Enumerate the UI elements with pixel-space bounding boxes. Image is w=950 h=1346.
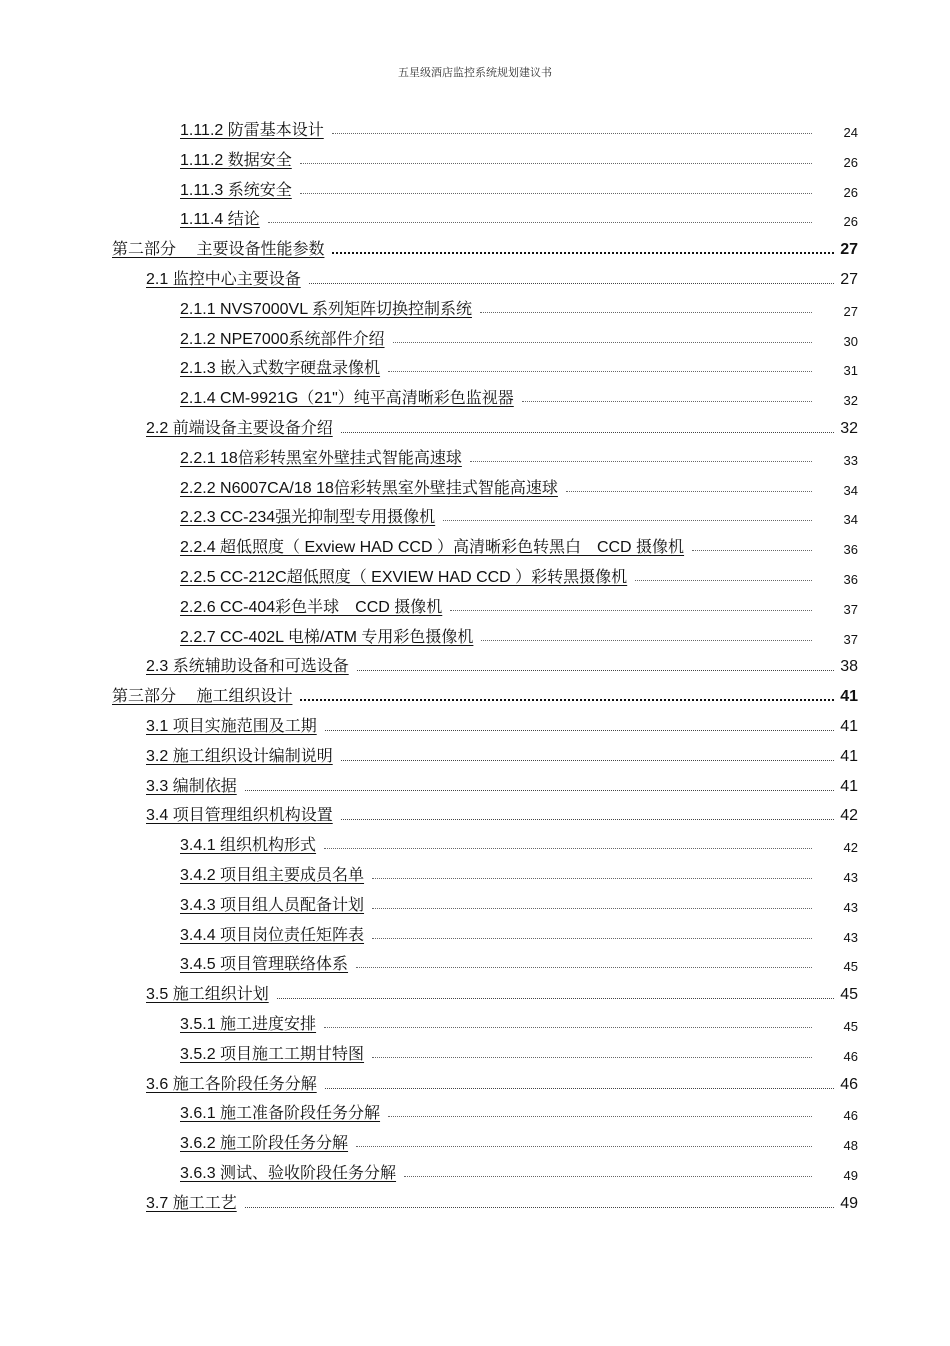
- dot-leader: [341, 819, 835, 820]
- toc-entry-label: 第三部分 施工组织设计: [112, 688, 293, 706]
- toc-entry-page-number: 42: [840, 807, 858, 825]
- toc-entry[interactable]: [180, 501, 858, 527]
- toc-entry[interactable]: [180, 203, 858, 229]
- toc-entry-label: 1.11.4 结论: [180, 211, 260, 229]
- toc-entry-page-number: 27: [840, 271, 858, 288]
- dot-leader: [635, 580, 812, 581]
- dot-leader: [372, 1057, 812, 1058]
- toc-entry-page-number: 26: [843, 154, 858, 170]
- toc-entry-label: 1.11.2 防雷基本设计: [180, 122, 324, 139]
- toc-entry-page-number: 27: [843, 303, 858, 319]
- toc-entry[interactable]: [180, 591, 858, 617]
- toc-entry[interactable]: [146, 1068, 858, 1094]
- toc-entry-page-number: 34: [843, 482, 858, 498]
- dot-leader: [692, 550, 812, 551]
- toc-entry-page-number: 41: [840, 688, 858, 706]
- dot-leader: [388, 371, 812, 372]
- toc-entry-page-number: 45: [840, 986, 858, 1004]
- toc-entry-page-number: 34: [843, 512, 858, 528]
- toc-entry[interactable]: [180, 382, 858, 408]
- toc-entry-page-number: 31: [843, 363, 858, 379]
- dot-leader: [341, 432, 835, 433]
- toc-entry[interactable]: [112, 233, 858, 259]
- toc-entry[interactable]: [180, 889, 858, 915]
- toc-entry-page-number: 43: [843, 870, 858, 885]
- toc-entry-label: 2.1.2 NPE7000系统部件介绍: [180, 330, 385, 348]
- dot-leader: [300, 699, 834, 701]
- dot-leader: [480, 312, 812, 313]
- toc-entry-page-number: 32: [840, 420, 858, 437]
- dot-leader: [332, 133, 812, 134]
- toc-entry-page-number: 36: [843, 572, 858, 587]
- page-header: 五星级酒店监控系统规划建议书: [398, 66, 552, 79]
- toc-entry-label: 1.11.2 数据安全: [180, 151, 292, 169]
- toc-entry-page-number: 43: [843, 929, 858, 945]
- toc-entry[interactable]: [112, 680, 858, 706]
- dot-leader: [325, 730, 835, 731]
- dot-leader: [393, 342, 812, 343]
- toc-entry-page-number: 45: [843, 959, 858, 975]
- toc-entry-label: 2.1.3 嵌入式数字硬盘录像机: [180, 360, 381, 378]
- toc-entry-page-number: 41: [840, 747, 858, 765]
- toc-entry-page-number: 46: [843, 1108, 858, 1124]
- toc-entry-label: 3.4.1 组织机构形式: [180, 837, 317, 855]
- toc-entry-label: 3.6.1 施工准备阶段任务分解: [180, 1105, 381, 1123]
- dot-leader: [324, 848, 812, 849]
- dot-leader: [372, 938, 812, 939]
- toc-entry-label: 2.2.5 CC-212C超低照度（ EXVIEW HAD CCD ）彩转黑摄像机: [180, 569, 628, 586]
- toc-entry-label: 3.6.3 测试、验收阶段任务分解: [180, 1165, 397, 1182]
- toc-entry-label: 3.3 编制依据: [146, 777, 237, 795]
- dot-leader: [443, 520, 812, 521]
- toc-entry[interactable]: [180, 621, 858, 647]
- toc-entry-label: 3.5 施工组织计划: [146, 986, 269, 1004]
- toc-entry-page-number: 43: [843, 899, 858, 915]
- toc-entry[interactable]: [146, 710, 858, 736]
- toc-entry-label: 2.1.1 NVS7000VL 系列矩阵切换控制系统: [180, 300, 472, 318]
- toc-entry-page-number: 42: [843, 840, 858, 856]
- toc-entry-label: 1.11.3 系统安全: [180, 181, 292, 199]
- toc-entry[interactable]: [180, 1038, 858, 1064]
- dot-leader: [372, 878, 812, 879]
- toc-entry[interactable]: [180, 323, 858, 349]
- toc-entry-label: 2.2.7 CC-402L 电梯/ATM 专用彩色摄像机: [180, 628, 474, 646]
- toc-entry[interactable]: [180, 1127, 858, 1153]
- toc-entry-label: 2.2.4 超低照度（ Exview HAD CCD ）高清晰彩色转黑白 CCD 摄像机: [180, 539, 685, 557]
- toc-entry[interactable]: [146, 650, 858, 676]
- dot-leader: [388, 1116, 812, 1117]
- dot-leader: [357, 670, 835, 671]
- toc-entry-label: 3.5.1 施工进度安排: [180, 1016, 317, 1033]
- toc-entry[interactable]: [146, 799, 858, 825]
- dot-leader: [450, 610, 812, 611]
- toc-entry-label: 3.5.2 项目施工工期甘特图: [180, 1045, 365, 1063]
- toc-entry[interactable]: [146, 412, 858, 438]
- toc-entry-label: 2.2.1 18倍彩转黑室外壁挂式智能高速球: [180, 449, 462, 467]
- toc-entry-page-number: 30: [843, 333, 858, 349]
- toc-entry-label: 2.2 前端设备主要设备介绍: [146, 420, 333, 437]
- toc-entry[interactable]: [180, 1097, 858, 1123]
- toc-entry-label: 3.1 项目实施范围及工期: [146, 718, 317, 735]
- dot-leader: [481, 640, 812, 641]
- toc-entry[interactable]: [180, 829, 858, 855]
- toc-entry-label: 2.2.3 CC-234强光抑制型专用摄像机: [180, 509, 436, 527]
- toc-entry[interactable]: [180, 948, 858, 974]
- toc-entry[interactable]: [146, 770, 858, 796]
- dot-leader: [309, 283, 835, 284]
- dot-leader: [341, 760, 835, 761]
- toc-entry-page-number: 37: [843, 601, 858, 617]
- toc-entry-label: 3.4.2 项目组主要成员名单: [180, 867, 365, 884]
- toc-entry-page-number: 41: [840, 777, 858, 795]
- toc-entry-page-number: 49: [840, 1194, 858, 1212]
- dot-leader: [356, 967, 812, 968]
- toc-entry-label: 2.2.6 CC-404彩色半球 CCD 摄像机: [180, 598, 443, 616]
- toc-entry[interactable]: [146, 1187, 858, 1213]
- toc-entry-label: 3.6.2 施工阶段任务分解: [180, 1135, 349, 1153]
- toc-entry-label: 3.4.4 项目岗位责任矩阵表: [180, 926, 365, 944]
- toc-entry-page-number: 48: [843, 1138, 858, 1154]
- dot-leader: [300, 163, 812, 164]
- toc-entry-page-number: 32: [843, 393, 858, 409]
- dot-leader: [372, 908, 812, 909]
- dot-leader: [566, 491, 812, 492]
- toc-entry-label: 第二部分 主要设备性能参数: [112, 241, 325, 259]
- toc-entry-page-number: 46: [843, 1048, 858, 1064]
- toc-entry-page-number: 45: [843, 1019, 858, 1034]
- toc-entry-page-number: 46: [840, 1075, 858, 1093]
- toc-entry[interactable]: [180, 531, 858, 557]
- dot-leader: [277, 998, 835, 999]
- toc-entry-label: 3.4 项目管理组织机构设置: [146, 807, 333, 825]
- dot-leader: [245, 1207, 835, 1208]
- toc-entry[interactable]: [146, 740, 858, 766]
- toc-entry-page-number: 27: [840, 241, 858, 259]
- toc-entry-page-number: 33: [843, 452, 858, 468]
- toc-entry-page-number: 38: [840, 658, 858, 676]
- toc-entry-page-number: 37: [843, 631, 858, 647]
- toc-entry[interactable]: [180, 859, 858, 885]
- toc-entry[interactable]: [180, 352, 858, 378]
- toc-entry[interactable]: [180, 1008, 858, 1034]
- toc-entry[interactable]: [146, 978, 858, 1004]
- toc-entry-label: 3.2 施工组织设计编制说明: [146, 747, 333, 765]
- toc-entry[interactable]: [180, 174, 858, 200]
- toc-entry-page-number: 26: [843, 214, 858, 230]
- dot-leader: [245, 790, 835, 791]
- dot-leader: [356, 1146, 812, 1147]
- toc-entry[interactable]: [180, 114, 858, 140]
- toc-entry[interactable]: [180, 472, 858, 498]
- toc-entry[interactable]: [180, 144, 858, 170]
- toc-entry-page-number: 24: [843, 125, 858, 140]
- toc-entry-label: 2.3 系统辅助设备和可选设备: [146, 658, 349, 676]
- toc-entry[interactable]: [180, 293, 858, 319]
- toc-entry-page-number: 41: [840, 718, 858, 735]
- dot-leader: [522, 401, 812, 402]
- toc-entry-label: 3.7 施工工艺: [146, 1194, 237, 1212]
- dot-leader: [470, 461, 812, 462]
- toc-entry-label: 2.1.4 CM-9921G（21"）纯平高清晰彩色监视器: [180, 390, 514, 408]
- dot-leader: [404, 1176, 812, 1177]
- toc-entry-page-number: 49: [843, 1168, 858, 1183]
- toc-entry-label: 2.2.2 N6007CA/18 18倍彩转黑室外壁挂式智能高速球: [180, 479, 558, 497]
- dot-leader: [300, 193, 812, 194]
- dot-leader: [325, 1088, 835, 1089]
- toc-entry[interactable]: [180, 919, 858, 945]
- toc-entry-page-number: 26: [843, 184, 858, 200]
- toc-entry-label: 2.1 监控中心主要设备: [146, 271, 301, 288]
- toc-entry-label: 3.4.5 项目管理联络体系: [180, 956, 349, 974]
- dot-leader: [324, 1027, 812, 1028]
- toc-entry[interactable]: [180, 1157, 858, 1183]
- toc-entry[interactable]: [180, 561, 858, 587]
- dot-leader: [268, 222, 812, 223]
- toc-entry-label: 3.6 施工各阶段任务分解: [146, 1075, 317, 1093]
- toc-entry-label: 3.4.3 项目组人员配备计划: [180, 896, 365, 914]
- dot-leader: [332, 252, 834, 254]
- toc-entry-page-number: 36: [843, 542, 858, 558]
- toc-entry[interactable]: [146, 263, 858, 289]
- toc-entry[interactable]: [180, 442, 858, 468]
